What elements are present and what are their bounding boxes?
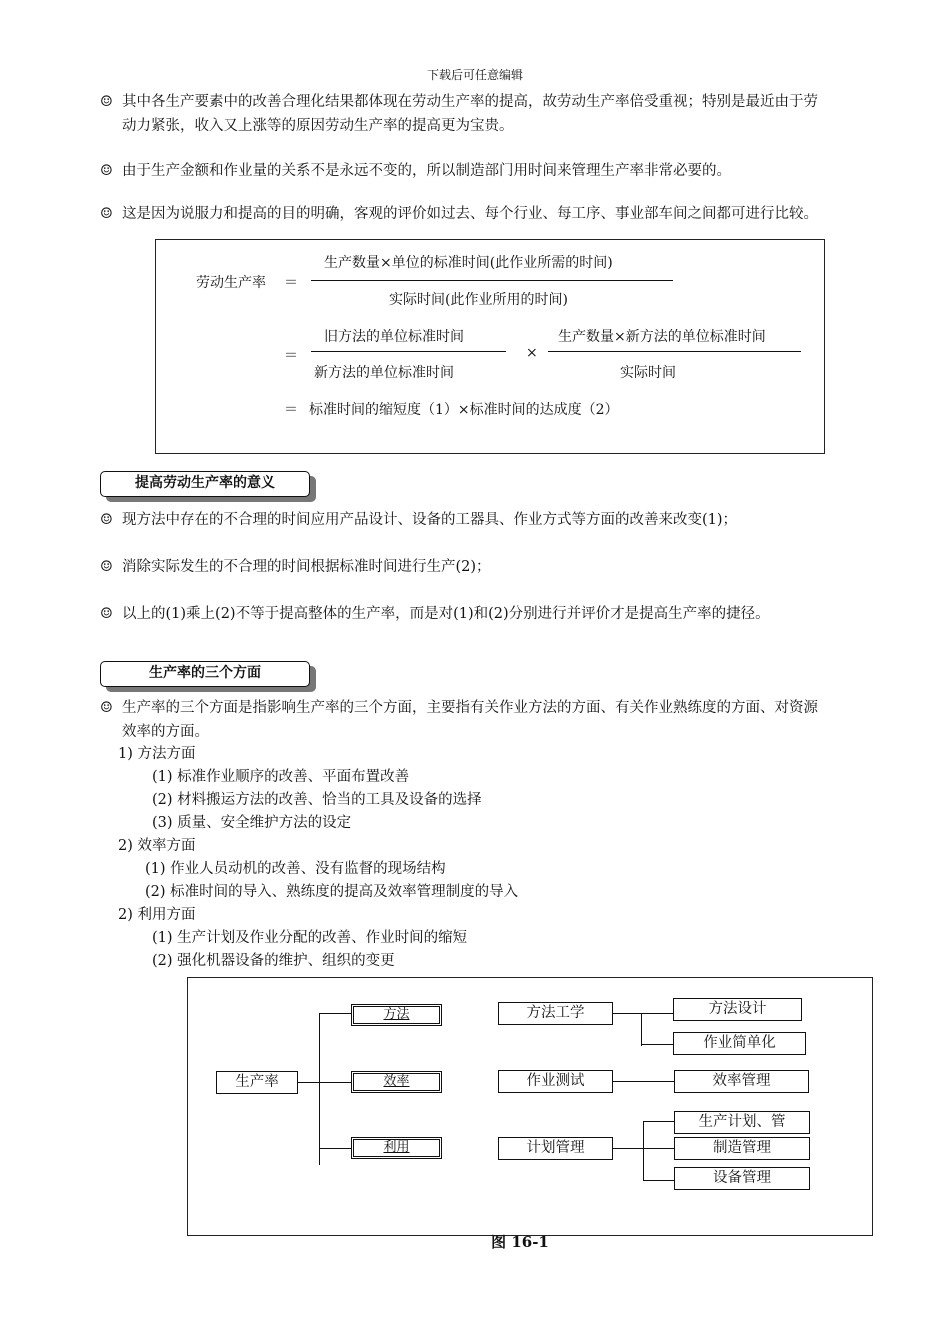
smiley-icon: ☺ <box>100 94 113 110</box>
paragraph-line: 由于生产金额和作业量的关系不是永远不变的，所以制造部门用时间来管理生产率非常必要的。 <box>122 163 731 179</box>
list-item: (1) 生产计划及作业分配的改善、作业时间的缩短 <box>152 930 468 946</box>
group-heading: 2) 效率方面 <box>118 838 196 854</box>
fraction-bar <box>311 351 506 352</box>
list-item: (2) 标准时间的导入、熟练度的提高及效率管理制度的导入 <box>145 884 519 900</box>
denominator-2b: 实际时间 <box>620 365 676 381</box>
section-title-tab: 生产率的三个方面 <box>100 661 310 687</box>
diagram-leaf-node: 方法设计 <box>673 998 802 1021</box>
formula-label: 劳动生产率 <box>196 275 266 291</box>
smiley-icon: ☺ <box>100 700 113 716</box>
diagram-leaf-node: 设备管理 <box>674 1167 810 1190</box>
smiley-icon: ☺ <box>100 606 113 622</box>
numerator-2b: 生产数量×新方法的单位标准时间 <box>558 329 766 345</box>
diagram-mid-node: 效率 <box>351 1071 442 1093</box>
section2-intro <box>100 696 910 744</box>
page-header: 下载后可任意编辑 <box>426 68 523 82</box>
diagram-leaf-node: 生产计划、管 <box>674 1111 810 1134</box>
smiley-icon: ☺ <box>100 512 113 528</box>
formula-line-3: 标准时间的缩短度（1）×标准时间的达成度（2） <box>309 402 619 418</box>
connector-line <box>643 1121 644 1181</box>
denominator-1: 实际时间(此作业所用的时间) <box>389 292 568 308</box>
productivity-diagram <box>187 977 873 1236</box>
fraction-bar <box>548 351 801 352</box>
paragraph-line: 这是因为说服力和提高的目的明确，客观的评价如过去、每个行业、每工序、事业部车间之间都可进行比较。 <box>122 206 818 222</box>
fraction-bar <box>311 280 673 281</box>
smiley-icon: ☺ <box>100 559 113 575</box>
list-item: (2) 材料搬运方法的改善、恰当的工具及设备的选择 <box>152 792 482 808</box>
section1-item <box>100 555 910 579</box>
section1-item <box>100 602 910 626</box>
connector-line <box>613 1013 673 1014</box>
numerator-1: 生产数量×单位的标准时间(此作业所需的时间) <box>324 255 613 271</box>
paragraph-line: 其中各生产要素中的改善合理化结果都体现在劳动生产率的提高，故劳动生产率倍受重视；特别是最近由于劳 <box>122 94 818 110</box>
connector-line <box>319 1148 352 1149</box>
diagram-leaf-node: 作业简单化 <box>673 1032 806 1055</box>
section1-item <box>100 508 910 532</box>
paragraph-line: 效率的方面。 <box>122 724 209 740</box>
figure-caption: 图 16-1 <box>491 1233 549 1251</box>
equals-sign: ＝ <box>284 348 298 364</box>
equals-sign: ＝ <box>284 402 298 418</box>
paragraph-line: 动力紧张，收入又上涨等的原因劳动生产率的提高更为宝贵。 <box>122 118 514 134</box>
denominator-2a: 新方法的单位标准时间 <box>314 365 454 381</box>
item-text: 现方法中存在的不合理的时间应用产品设计、设备的工器具、作业方式等方面的改善来改变(1)； <box>122 512 738 528</box>
smiley-icon: ☺ <box>100 163 113 179</box>
connector-line <box>643 1121 675 1122</box>
connector-line <box>319 1013 352 1014</box>
numerator-2a: 旧方法的单位标准时间 <box>324 329 464 345</box>
connector-line <box>641 1044 673 1045</box>
group-heading: 1) 方法方面 <box>118 746 196 762</box>
connector-line <box>298 1082 353 1083</box>
connector-line <box>641 1013 642 1046</box>
intro-paragraph-3 <box>100 202 910 226</box>
connector-line <box>319 1013 320 1165</box>
diagram-leaf-node: 效率管理 <box>674 1070 809 1093</box>
diagram-category-node: 计划管理 <box>498 1137 613 1160</box>
smiley-icon: ☺ <box>100 206 113 222</box>
section-title-tab: 提高劳动生产率的意义 <box>100 471 310 497</box>
formula-box <box>155 239 825 454</box>
list-item: (1) 标准作业顺序的改善、平面布置改善 <box>152 769 410 785</box>
intro-paragraph-1 <box>100 90 910 138</box>
diagram-root-node: 生产率 <box>216 1071 298 1094</box>
connector-line <box>613 1081 675 1082</box>
list-item: (2) 强化机器设备的维护、组织的变更 <box>152 953 395 969</box>
list-item: (3) 质量、安全维护方法的设定 <box>152 815 352 831</box>
diagram-mid-node: 方法 <box>351 1004 442 1026</box>
diagram-category-node: 方法工学 <box>498 1002 613 1025</box>
intro-paragraph-2 <box>100 159 910 183</box>
times-sign: × <box>526 345 538 361</box>
list-item: (1) 作业人员动机的改善、没有监督的现场结构 <box>145 861 446 877</box>
group-heading: 2) 利用方面 <box>118 907 196 923</box>
diagram-leaf-node: 制造管理 <box>674 1137 810 1160</box>
diagram-category-node: 作业测试 <box>498 1070 613 1093</box>
item-text: 以上的(1)乘上(2)不等于提高整体的生产率，而是对(1)和(2)分别进行并评价才是提高生产率的捷径。 <box>122 606 770 622</box>
diagram-mid-node: 利用 <box>351 1137 442 1159</box>
paragraph-line: 生产率的三个方面是指影响生产率的三个方面，主要指有关作业方法的方面、有关作业熟练度的方面、对资源 <box>122 700 818 716</box>
equals-sign: ＝ <box>284 275 298 291</box>
connector-line <box>643 1180 675 1181</box>
item-text: 消除实际发生的不合理的时间根据标准时间进行生产(2)； <box>122 559 491 575</box>
